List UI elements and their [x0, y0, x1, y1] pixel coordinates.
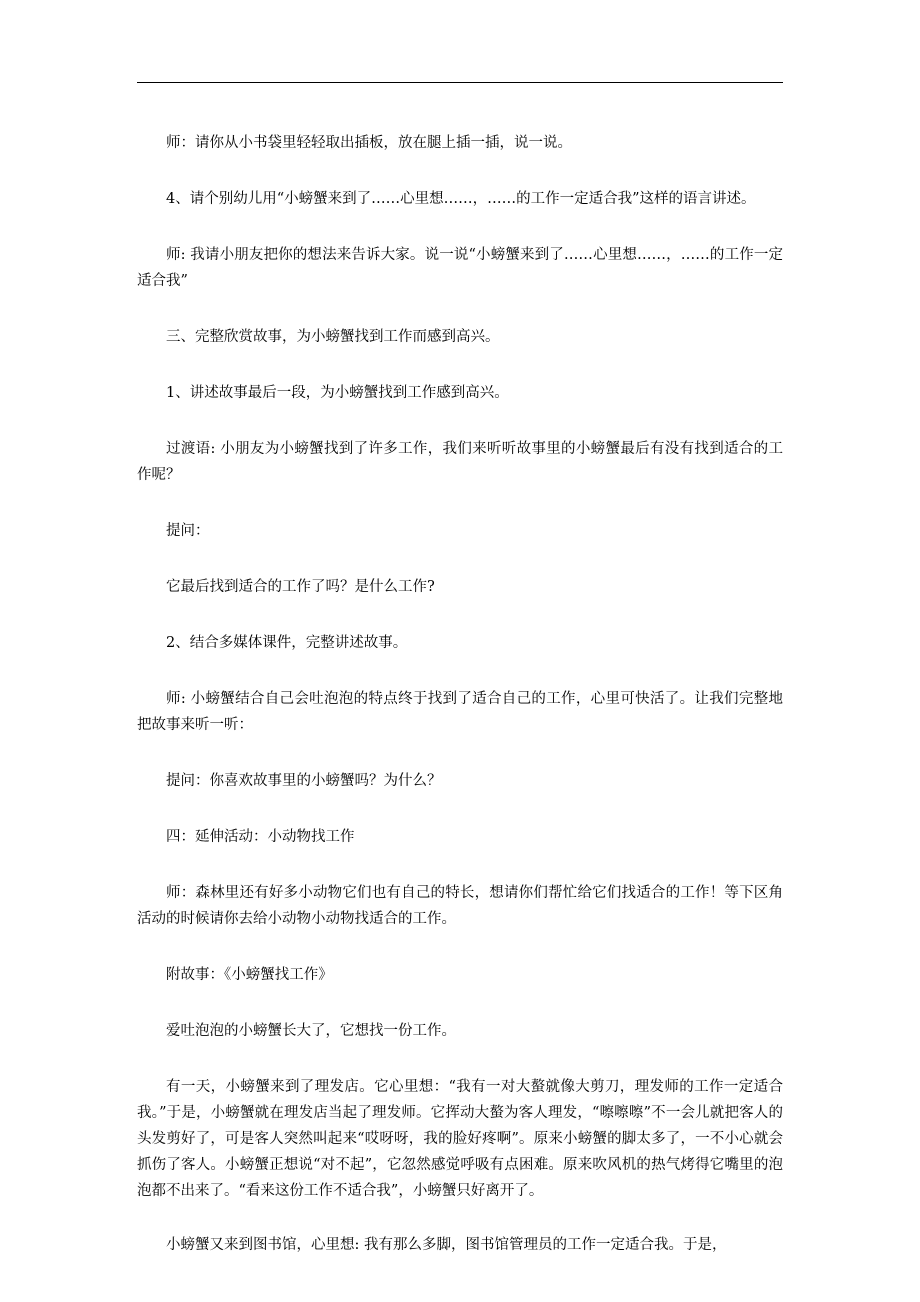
paragraph-11: 提问：你喜欢故事里的小螃蟹吗？为什么？ — [166, 773, 442, 789]
paragraph-1: 师：请你从小书袋里轻轻取出插板，放在腿上插一插，说一说。 — [166, 135, 572, 151]
paragraph-3: 师: 我请小朋友把你的想法来告诉大家。说一说“小螃蟹来到了……心里想……，……的工作一定适合我” — [137, 247, 783, 289]
paragraph-17: 小螃蟹又来到图书馆，心里想: 我有那么多脚，图书馆管理员的工作一定适合我。于是， — [166, 1237, 727, 1253]
paragraph-5: 1、讲述故事最后一段，为小螃蟹找到工作感到高兴。 — [166, 385, 509, 401]
paragraph-13: 师：森林里还有好多小动物它们也有自己的特长，想请你们帮忙给它们找适合的工作！等下区角活动的时候请你去给小动物小动物找适合的工作。 — [137, 885, 783, 927]
paragraph-9: 2、结合多媒体课件，完整讲述故事。 — [166, 635, 408, 651]
paragraph-15: 爱吐泡泡的小螃蟹长大了，它想找一份工作。 — [166, 1023, 456, 1039]
paragraph-8: 它最后找到适合的工作了吗？是什么工作? — [166, 579, 435, 595]
document-body — [137, 130, 783, 1288]
paragraph-4: 三、完整欣赏故事，为小螃蟹找到工作而感到高兴。 — [166, 329, 500, 345]
paragraph-14: 附故事：《小螃蟹找工作》 — [166, 967, 333, 983]
header-rule — [137, 82, 783, 83]
paragraph-10: 师: 小螃蟹结合自己会吐泡泡的特点终于找到了适合自己的工作，心里可快活了。让我们完整地把故事来听一听： — [137, 691, 783, 733]
paragraph-7: 提问： — [166, 523, 210, 539]
paragraph-6: 过渡语: 小朋友为小螃蟹找到了许多工作，我们来听听故事里的小螃蟹最后有没有找到适合的工作呢？ — [137, 441, 783, 483]
paragraph-12: 四：延伸活动：小动物找工作 — [166, 829, 355, 845]
paragraph-16: 有一天，小螃蟹来到了理发店。它心里想：“我有一对大螯就像大剪刀，理发师的工作一定适合我。”于是，小螃蟹就在理发店当起了理发师。它挥动大螯为客人理发，“嚓嚓嚓”不一会儿就把客人的头发剪好了，可是客人突然叫起来“哎呀呀，我的脸好疼啊”。原来小螃蟹的脚太多了，一不小心就会抓伤了客人。小螃蟹正想说“对不起”，它忽然感觉呼吸有点困难。原来吹风机的热气烤得它嘴里的泡泡都不出来了。“看来这份工作不适合我”，小螃蟹只好离开了。 — [137, 1079, 783, 1199]
paragraph-2: 4、请个别幼儿用“小螃蟹来到了……心里想……，……的工作一定适合我”这样的语言讲述。 — [166, 191, 756, 207]
